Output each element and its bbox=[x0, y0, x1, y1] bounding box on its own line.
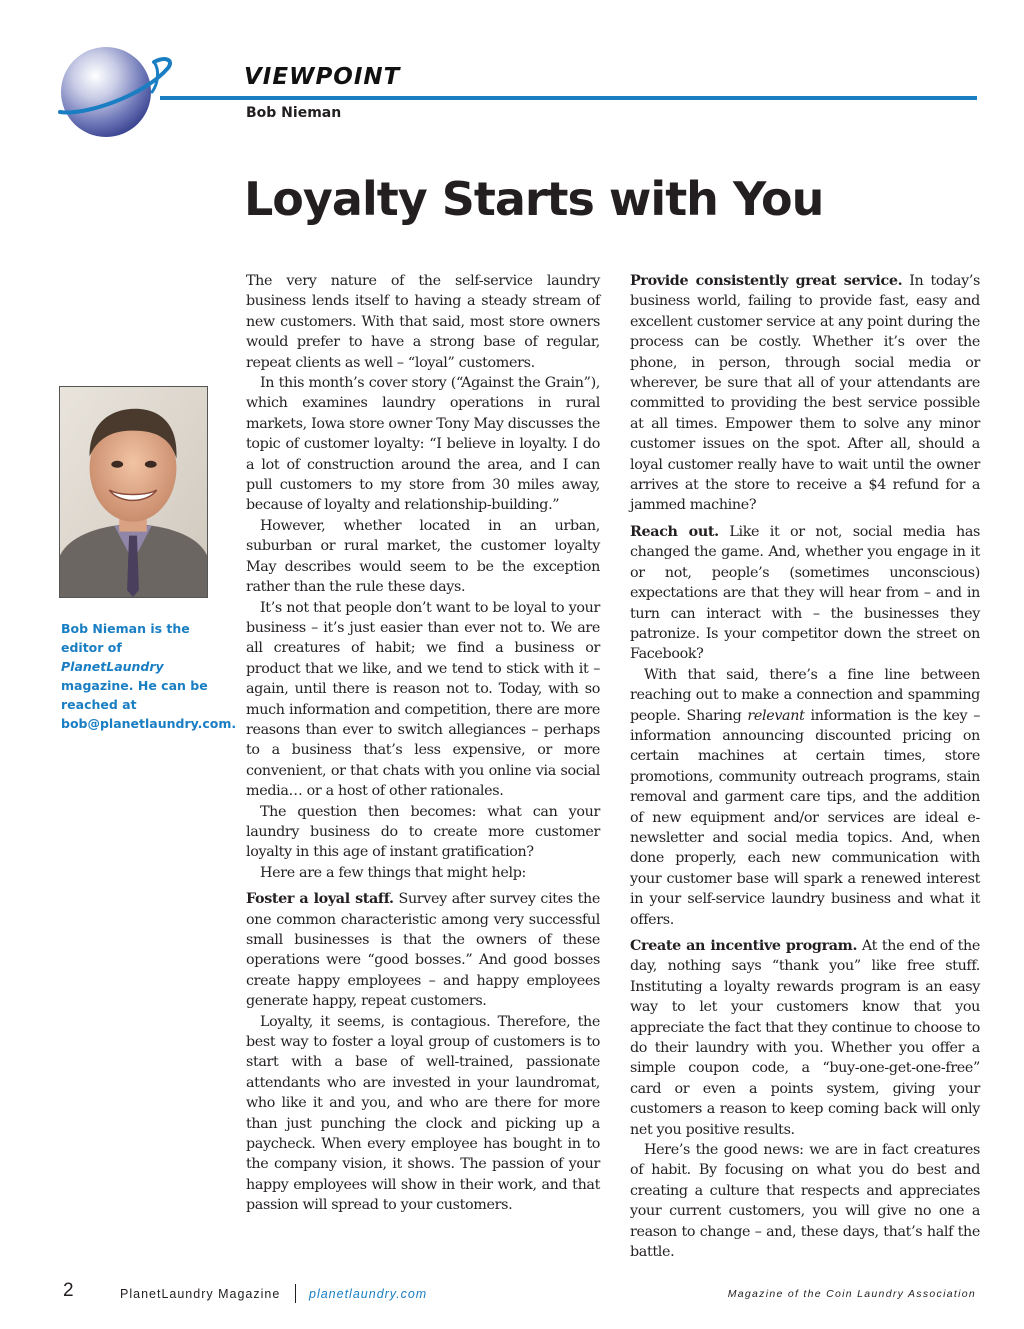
footer-magazine-name: PlanetLaundry Magazine bbox=[120, 1287, 281, 1301]
section-paragraph bbox=[630, 522, 980, 665]
section-heading: Create an incentive program. bbox=[630, 938, 858, 954]
paragraph: Loyalty, it seems, is contagious. Therefore, the best way to foster a loyal group of customers is to start with a base of well-trained, passionate attendants who are invested in your laundromat, who like it and you, and who are there for more than just punching the clock and picking up a paycheck. When every employee has bought in to the company vision, it shows. The passion of your happy employees will show in their work, and that passion will spread to your customers. bbox=[246, 1013, 600, 1214]
paragraph: It’s not that people don’t want to be loyal to your business – it’s just easier than ever not to. We are all creatures of habit; we find a business or product that we like, and we tend to stick with it – again, until there is reason not to. Today, with so much information and competition, there are more reasons than ever to switch allegiances – perhaps to a business that’s less expensive, or more convenient, or that chats with you online via social media… or a host of other rationales. bbox=[246, 599, 600, 800]
article-title: Loyalty Starts with You bbox=[244, 172, 824, 226]
footer-website-link[interactable]: planetlaundry.com bbox=[309, 1287, 428, 1301]
section-text: Survey after survey cites the one common characteristic among very successful small businesses is that the owners of these operations were “good bosses.” And good bosses create happy employees – and happy employees generate happy, repeat customers. bbox=[246, 891, 600, 1010]
section-heading: Reach out. bbox=[630, 523, 719, 540]
paragraph: The question then becomes: what can your laundry business do to create more customer loyalty in this age of instant gratification? bbox=[246, 803, 600, 861]
page-footer bbox=[0, 1280, 1024, 1310]
caption-text-start: Bob Nieman is the editor of bbox=[61, 621, 190, 655]
paragraph: The very nature of the self-service laundry business lends itself to having a steady stream of new customers. With that said, most store owners would prefer to have a strong base of regular, repeat clients as well – “loyal” customers. bbox=[246, 273, 600, 371]
article-column-left bbox=[246, 271, 600, 1216]
emphasis-text: relevant bbox=[747, 707, 805, 724]
paragraph: Here are a few things that might help: bbox=[260, 864, 526, 881]
author-photo bbox=[59, 386, 208, 598]
page-number: 2 bbox=[63, 1280, 74, 1301]
author-byline: Bob Nieman bbox=[246, 105, 342, 121]
section-label: VIEWPOINT bbox=[244, 64, 401, 90]
section-paragraph bbox=[630, 271, 980, 516]
globe-logo-icon bbox=[54, 44, 176, 140]
paragraph: Here’s the good news: we are in fact creatures of habit. By focusing on what you do best and creating a culture that respects and appreciates your current customers, you will give no one a reason to change – and, these days, that’s half the battle. bbox=[630, 1142, 980, 1261]
paragraph-text: information is the key – information announcing discounted pricing on certain machines at certain times, store promotions, community outreach programs, stain removal and garment care tips, and the addition of new equipment and/or services are ideal e-newsletter and social media topics. And, when done properly, each new communication with your customer base will spark a renewed interest in your self-service laundry business and what it offers. bbox=[630, 707, 980, 928]
section-heading: Provide consistently great service. bbox=[630, 273, 903, 289]
footer-association-tagline: Magazine of the Coin Laundry Association bbox=[727, 1288, 976, 1300]
header-divider bbox=[160, 96, 977, 100]
section-text: In today’s business world, failing to provide fast, easy and excellent customer service at any point during the process can be costly. Whether it’s over the phone, in person, through social media or wherever, be sure that all of your attendants are committed to providing the best service possible at all times. Empower them to solve any minor customer issues on the spot. After all, should a loyal customer really have to wait until the owner arrives at the store to receive a $4 refund for a jammed machine? bbox=[630, 273, 980, 514]
article-column-right bbox=[630, 271, 980, 1263]
caption-publication: PlanetLaundry bbox=[61, 659, 164, 674]
section-paragraph bbox=[246, 889, 600, 1011]
section-paragraph bbox=[630, 936, 980, 1140]
paragraph-text: With that said, there’s a fine line between reaching out to make a connection and spamming people. Sharing bbox=[630, 666, 980, 724]
paragraph: However, whether located in an urban, suburban or rural market, the customer loyalty May describes would seem to be the exception rather than the rule these days. bbox=[246, 517, 600, 596]
section-text: Like it or not, social media has changed the game. And, whether you engage in it or not, people’s (sometimes unconscious) expectations are that they will hear from – and in turn can interact with – the businesses they patronize. Is your competitor down the street on Facebook? bbox=[630, 523, 980, 663]
footer-separator bbox=[295, 1284, 296, 1303]
caption-text-end: magazine. He can be reached at bob@planetlaundry.com. bbox=[61, 678, 237, 731]
section-text: At the end of the day, nothing says “thank you” like free stuff. Instituting a loyalty rewards program is an easy way to let your customers know that you appreciate the fact that they continue to choose to do their laundry with you. Whether you offer a simple coupon code, a “buy-one-get-one-free” card or even a points system, giving your customers a reason to keep coming back will only net you positive results. bbox=[630, 938, 981, 1138]
paragraph: In this month’s cover story (“Against the Grain”), which examines laundry operations in rural markets, Iowa store owner Tony May discusses the topic of customer loyalty: “I believe in loyalty. I do a lot of construction around the area, and I can pull customers to my store from 30 miles away, because of loyalty and relationship-building.” bbox=[246, 375, 600, 514]
paragraph bbox=[630, 665, 980, 930]
section-heading: Foster a loyal staff. bbox=[246, 891, 394, 908]
author-bio-caption bbox=[61, 619, 237, 733]
